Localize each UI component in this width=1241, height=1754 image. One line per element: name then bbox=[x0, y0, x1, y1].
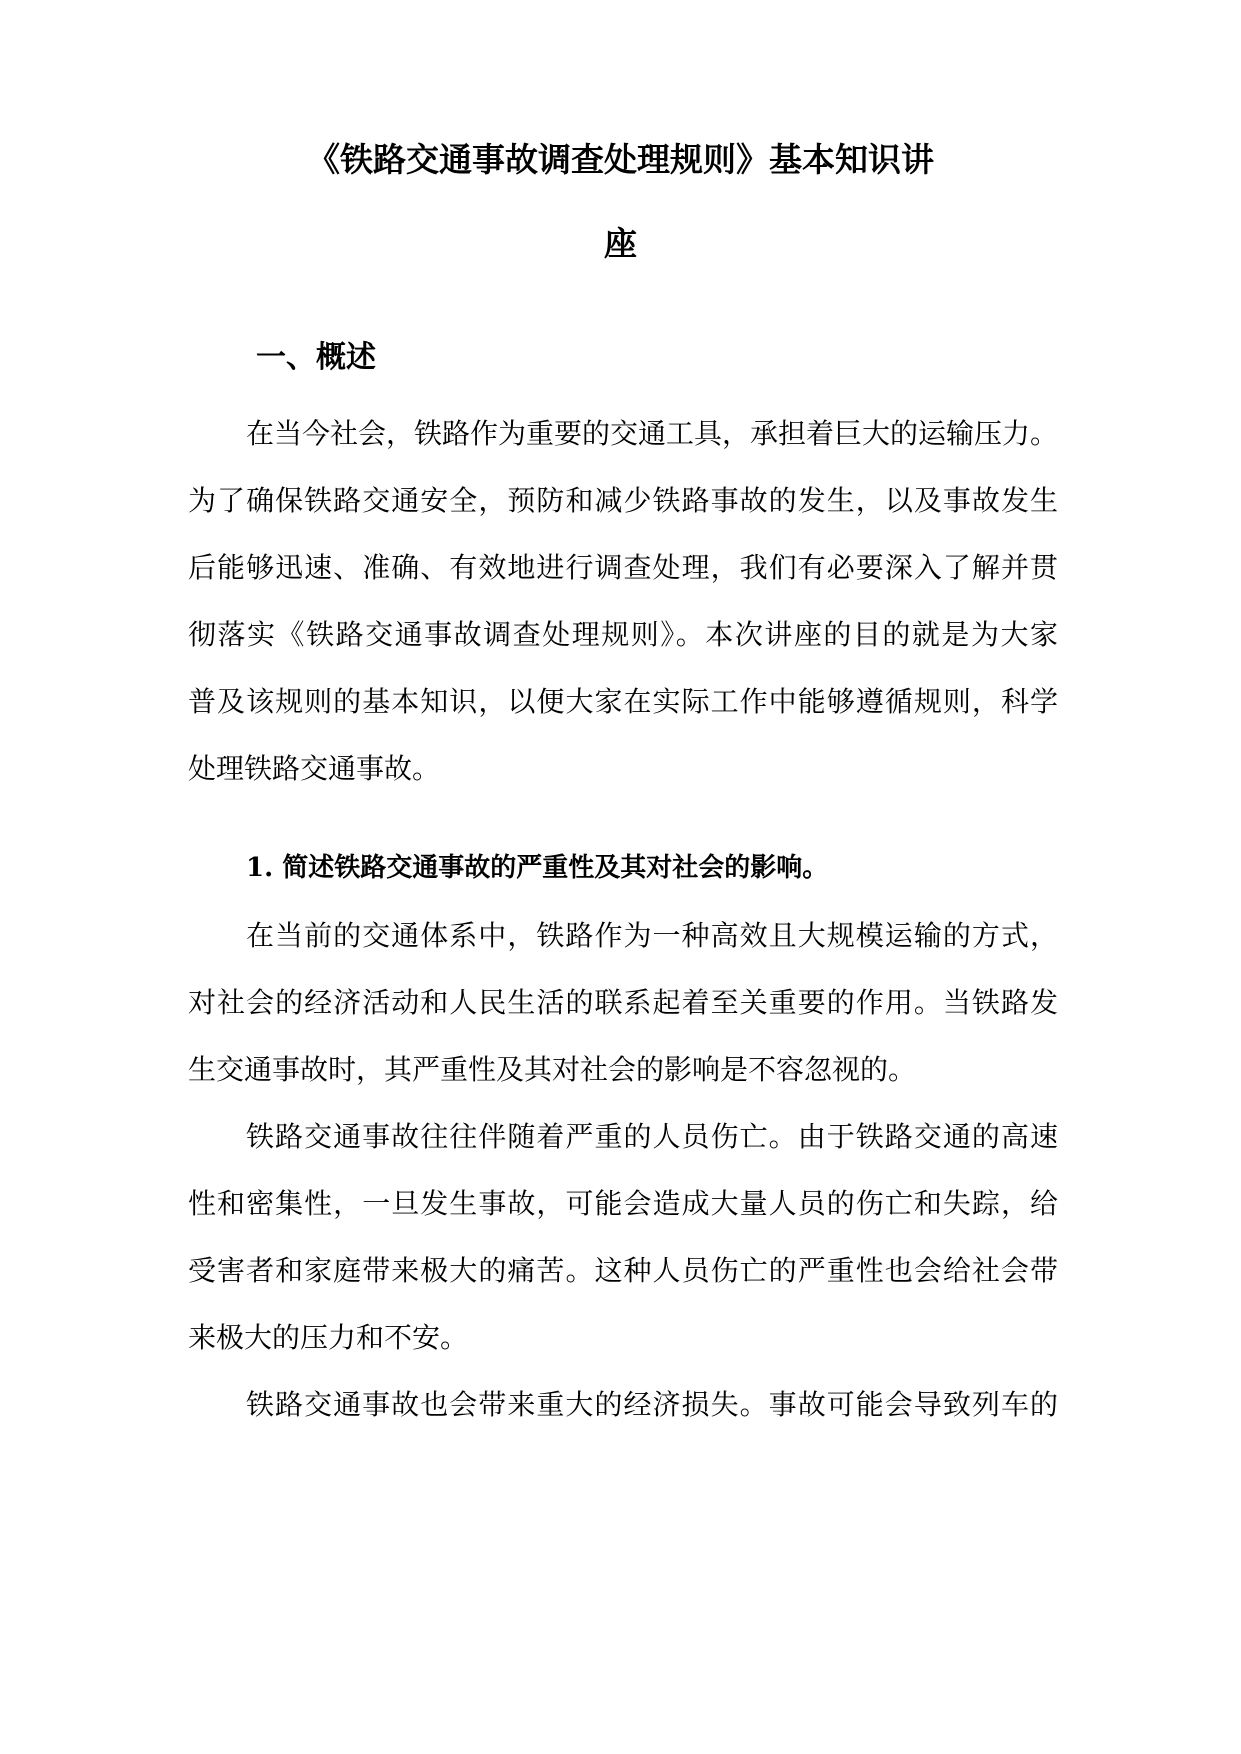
paragraph-line: 彻落实《铁路交通事故调查处理规则》。本次讲座的目的就是为大家 bbox=[188, 618, 1058, 651]
subsection-heading: 1. 简述铁路交通事故的严重性及其对社会的影响。 bbox=[246, 853, 829, 883]
paragraph-line: 受害者和家庭带来极大的痛苦。这种人员伤亡的严重性也会给社会带 bbox=[188, 1254, 1058, 1287]
document-title-line-1: 《铁路交通事故调查处理规则》基本知识讲 bbox=[307, 140, 934, 179]
paragraph-line: 后能够迅速、准确、有效地进行调查处理，我们有必要深入了解并贯 bbox=[188, 551, 1058, 584]
paragraph-line: 处理铁路交通事故。 bbox=[188, 752, 441, 785]
paragraph-line: 普及该规则的基本知识，以便大家在实际工作中能够遵循规则，科学 bbox=[188, 685, 1058, 718]
document-title-line-2: 座 bbox=[604, 224, 637, 263]
paragraph-line: 对社会的经济活动和人民生活的联系起着至关重要的作用。当铁路发 bbox=[188, 986, 1058, 1019]
paragraph-line: 铁路交通事故也会带来重大的经济损失。事故可能会导致列车的 bbox=[246, 1388, 1058, 1421]
paragraph-line: 生交通事故时，其严重性及其对社会的影响是不容忽视的。 bbox=[188, 1053, 917, 1086]
paragraph-line: 来极大的压力和不安。 bbox=[188, 1321, 469, 1354]
section-heading-overview: 一、概述 bbox=[256, 340, 376, 375]
paragraph-line: 铁路交通事故往往伴随着严重的人员伤亡。由于铁路交通的高速 bbox=[246, 1120, 1058, 1153]
paragraph-line: 在当前的交通体系中，铁路作为一种高效且大规模运输的方式， bbox=[246, 919, 1058, 952]
paragraph-line: 在当今社会，铁路作为重要的交通工具，承担着巨大的运输压力。 bbox=[246, 417, 1059, 450]
paragraph-line: 性和密集性，一旦发生事故，可能会造成大量人员的伤亡和失踪，给 bbox=[188, 1187, 1058, 1220]
paragraph-line: 为了确保铁路交通安全，预防和减少铁路事故的发生，以及事故发生 bbox=[188, 484, 1058, 517]
